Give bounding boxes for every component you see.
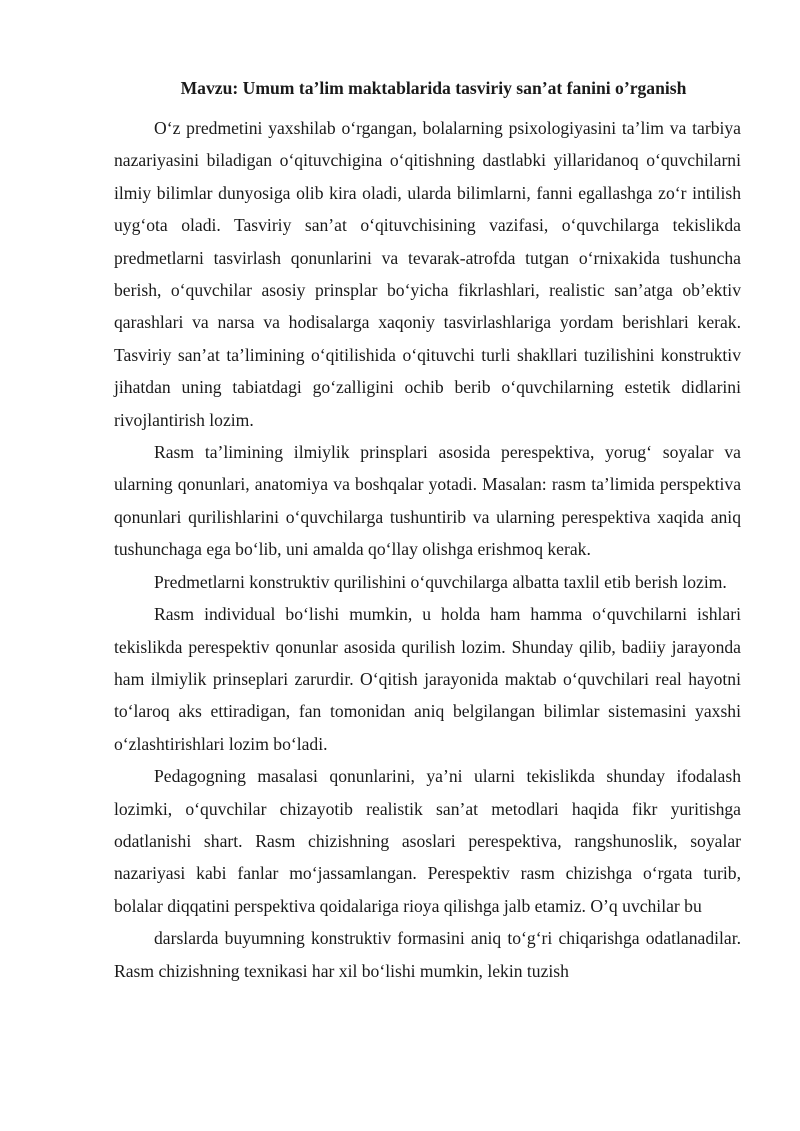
paragraph: Pedagogning masalasi qonunlarini, ya’ni ularni tekislikda shunday ifodalash lozimki, o‘quvchilar chizayotib realistik san’at metodlari haqida fikr yuritishga odatlanishi shart. Rasm chizishning asoslari perespektiva, rangshunoslik, soyalar nazariyasi kabi fanlar mo‘jassamlangan. Perespektiv rasm chizishga o‘rgata turib, bolalar diqqatini perspektiva qoidalariga rioya qilishga jalb etamiz. O’q uvchilar bu	[114, 766, 741, 916]
document-title: Mavzu: Umum ta’lim maktablarida tasviriy san’at fanini o’rganish	[180, 78, 687, 98]
paragraph: Rasm ta’limining ilmiylik prinsplari asosida perespektiva, yorug‘ soyalar va ularning qonunlari, anatomiya va boshqalar yotadi. Masalan: rasm ta’limida perspektiva qonunlari qurilishlarini o‘quvchilarga tushuntirib va ularning perespektiva xaqida aniq tushunchaga ega bo‘lib, uni amalda qo‘llay olishga erishmoq kerak.	[114, 442, 741, 560]
paragraph: darslarda buyumning konstruktiv formasini aniq to‘g‘ri chiqarishga odatlanadilar. Rasm chizishning texnikasi har xil bo‘lishi mumkin, lekin tuzish	[114, 928, 741, 981]
paragraph: O‘z predmetini yaxshilab o‘rgangan, bolalarning psixologiyasini ta’lim va tarbiya nazariyasini biladigan o‘qituvchigina o‘qitishning dastlabki yillaridanoq o‘quvchilarni ilmiy bilimlar dunyosiga olib kira oladi, ularda bilimlarni, fanni egallashga zo‘r intilish uyg‘ota oladi. Tasviriy san’at o‘qituvchisining vazifasi, o‘quvchilarga tekislikda predmetlarni tasvirlash qonunlarini va tevarak-atrofda tutgan o‘rnixakida tushuncha berish, o‘quvchilar asosiy prinsplar bo‘yicha fikrlashlari, realistic san’atga ob’ektiv qarashlari va narsa va hodisalarga xaqoniy tasvirlashlariga yordam berishlari kerak. Tasviriy san’at ta’limining o‘qitilishida o‘qituvchi turli shakllari tuzilishini konstruktiv jihatdan uning tabiatdagi go‘zalligini ochib berib o‘quvchilarning estetik didlarini rivojlantirish lozim.	[114, 118, 741, 430]
paragraph: Rasm individual bo‘lishi mumkin, u holda ham hamma o‘quvchilarni ishlari tekislikda perespektiv qonunlar asosida qurilish lozim. Shunday qilib, badiiy jarayonda ham ilmiylik prinseplari zarurdir. O‘qitish jarayonida maktab o‘quvchilari real hayotni to‘laroq aks ettiradigan, fan tomonidan aniq belgilangan bilimlar sistemasini yaxshi o‘zlashtirishlari lozim bo‘ladi.	[114, 604, 741, 754]
paragraph: Predmetlarni konstruktiv qurilishini o‘quvchilarga albatta taxlil etib berish lozim.	[154, 571, 727, 592]
